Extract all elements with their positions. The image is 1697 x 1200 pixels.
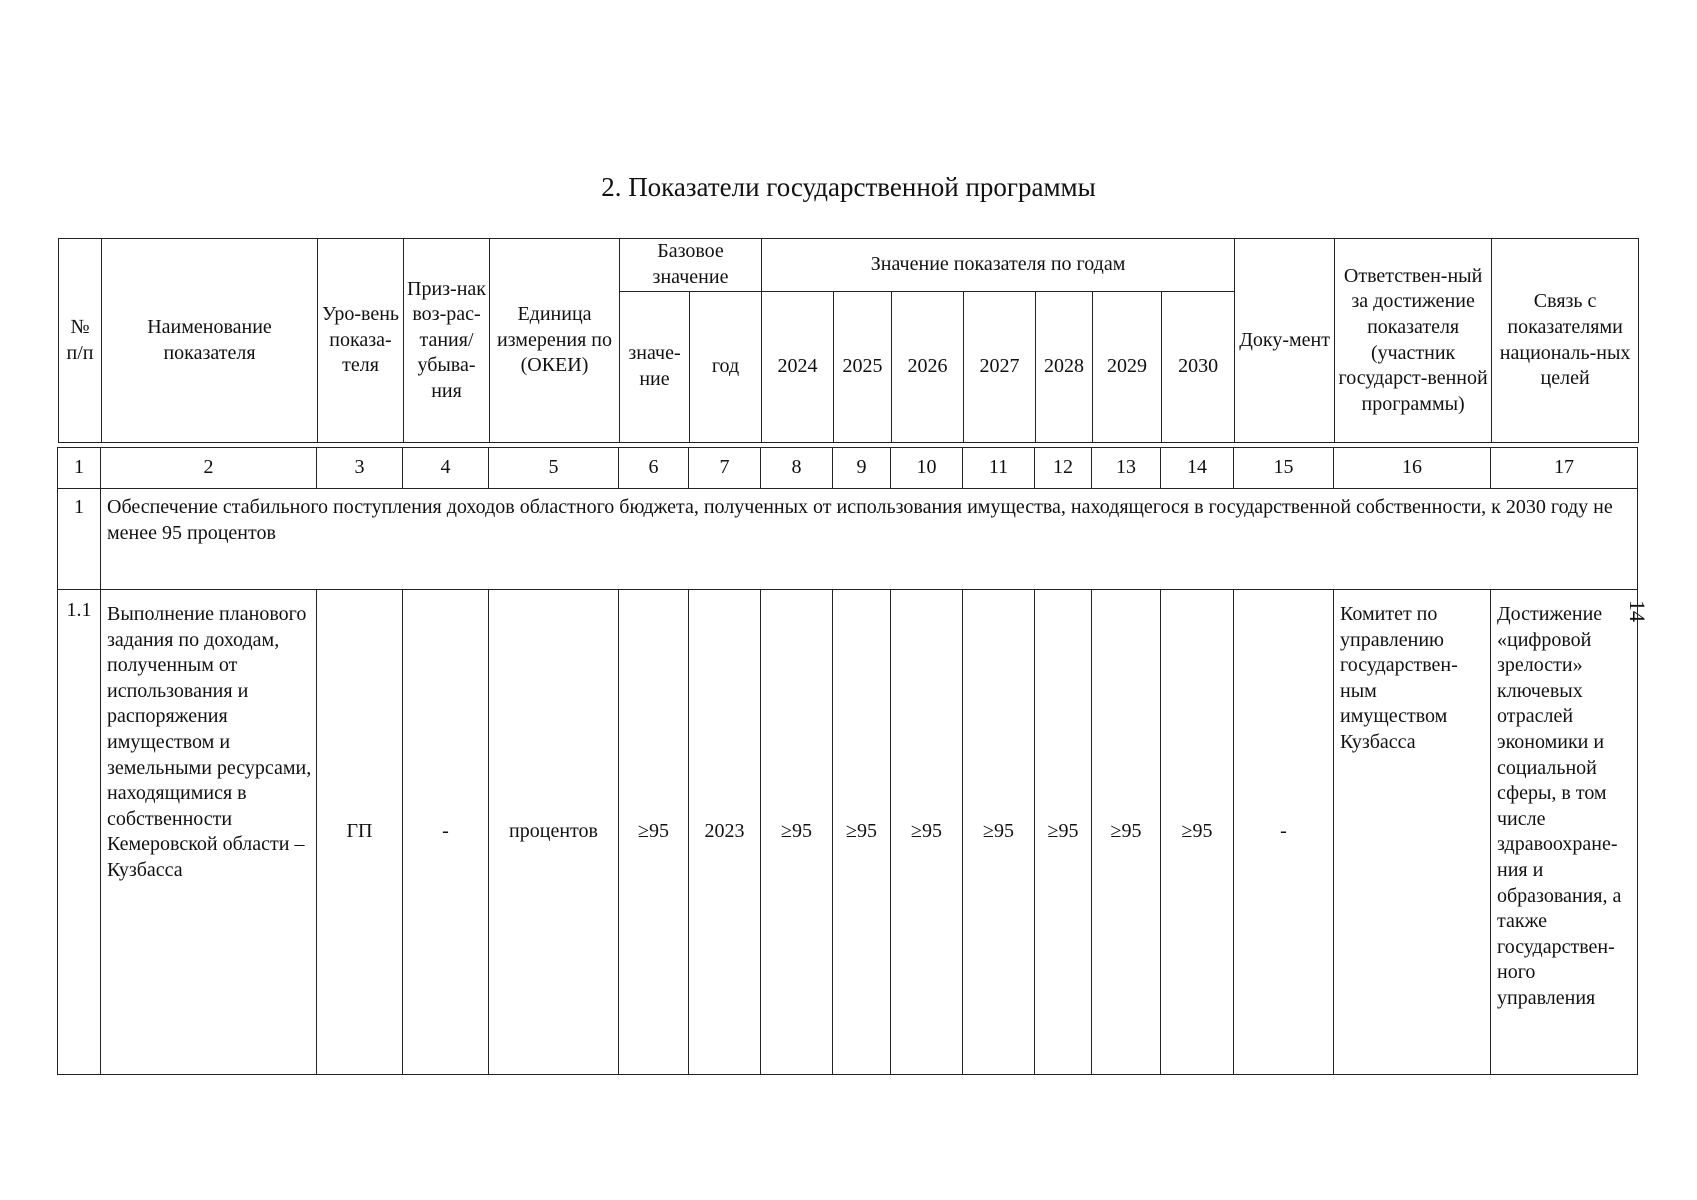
column-number: 5 xyxy=(489,448,619,489)
column-number: 11 xyxy=(963,448,1035,489)
header-year: 2029 xyxy=(1093,292,1162,443)
page-number: 14 xyxy=(1625,600,1650,622)
section-title: Обеспечение стабильного поступления доходов областного бюджета, полученных от использования имущества, находящегося в государственной собственности, к 2030 году не менее 95 процентов xyxy=(101,489,1638,590)
column-number: 10 xyxy=(891,448,963,489)
base-year: 2023 xyxy=(689,590,761,1075)
header-base-year: год xyxy=(690,292,762,443)
column-number: 4 xyxy=(403,448,489,489)
header-trend: Приз-нак воз-рас-тания/ убыва-ния xyxy=(404,239,490,443)
page-title: 2. Показатели государственной программы xyxy=(601,172,1096,202)
header-year: 2030 xyxy=(1162,292,1235,443)
year-value: ≥95 xyxy=(833,590,891,1075)
row-num: 1.1 xyxy=(58,590,101,1075)
indicator-level: ГП xyxy=(317,590,403,1075)
column-number-row xyxy=(58,448,1638,489)
column-number: 3 xyxy=(317,448,403,489)
section-num: 1 xyxy=(58,489,101,590)
column-number: 14 xyxy=(1161,448,1234,489)
header-year: 2027 xyxy=(964,292,1036,443)
header-document: Доку-мент xyxy=(1235,239,1335,443)
header-values-by-year: Значение показателя по годам xyxy=(762,239,1235,292)
base-value: ≥95 xyxy=(619,590,689,1075)
year-value: ≥95 xyxy=(761,590,833,1075)
national-goals-link: Достижение «цифровой зрелости» ключевых отраслей экономики и социальной сферы, в том числе здравоохране-ния и образования, а также государствен-ного управления xyxy=(1491,590,1638,1075)
header-national: Связь с показателями националь-ных целей xyxy=(1492,239,1639,443)
indicator-trend: - xyxy=(403,590,489,1075)
column-number: 8 xyxy=(761,448,833,489)
header-unit: Единица измерения по (ОКЕИ) xyxy=(490,239,620,443)
header-name: Наименование показателя xyxy=(102,239,318,443)
header-level: Уро-вень показа-теля xyxy=(318,239,404,443)
header-year: 2025 xyxy=(834,292,892,443)
column-number: 13 xyxy=(1092,448,1161,489)
column-number: 6 xyxy=(619,448,689,489)
year-value: ≥95 xyxy=(1161,590,1234,1075)
column-number: 16 xyxy=(1334,448,1491,489)
column-number: 7 xyxy=(689,448,761,489)
responsible-party: Комитет по управлению государствен-ным имуществом Кузбасса xyxy=(1334,590,1491,1075)
header-year: 2026 xyxy=(892,292,964,443)
indicator-document: - xyxy=(1234,590,1334,1075)
column-number: 17 xyxy=(1491,448,1638,489)
column-number: 15 xyxy=(1234,448,1334,489)
year-value: ≥95 xyxy=(891,590,963,1075)
header-responsible: Ответствен-ный за достижение показателя (участник государст-венной программы) xyxy=(1335,239,1492,443)
header-base: Базовое значение xyxy=(620,239,762,292)
section-row xyxy=(58,489,1638,590)
header-base-value: значе-ние xyxy=(620,292,690,443)
table-row xyxy=(58,590,1638,1075)
header-num: № п/п xyxy=(59,239,102,443)
column-number: 12 xyxy=(1035,448,1092,489)
indicators-body-table xyxy=(57,447,1638,1075)
header-year: 2024 xyxy=(762,292,834,443)
indicators-header-table xyxy=(58,238,1639,443)
year-value: ≥95 xyxy=(963,590,1035,1075)
header-year: 2028 xyxy=(1036,292,1093,443)
column-number: 1 xyxy=(58,448,101,489)
year-value: ≥95 xyxy=(1035,590,1092,1075)
indicator-name: Выполнение планового задания по доходам, полученным от использования и распоряжения имуществом и земельными ресурсами, находящимися в собственности Кемеровской области – Кузбасса xyxy=(101,590,317,1075)
year-value: ≥95 xyxy=(1092,590,1161,1075)
column-number: 2 xyxy=(101,448,317,489)
column-number: 9 xyxy=(833,448,891,489)
indicator-unit: процентов xyxy=(489,590,619,1075)
